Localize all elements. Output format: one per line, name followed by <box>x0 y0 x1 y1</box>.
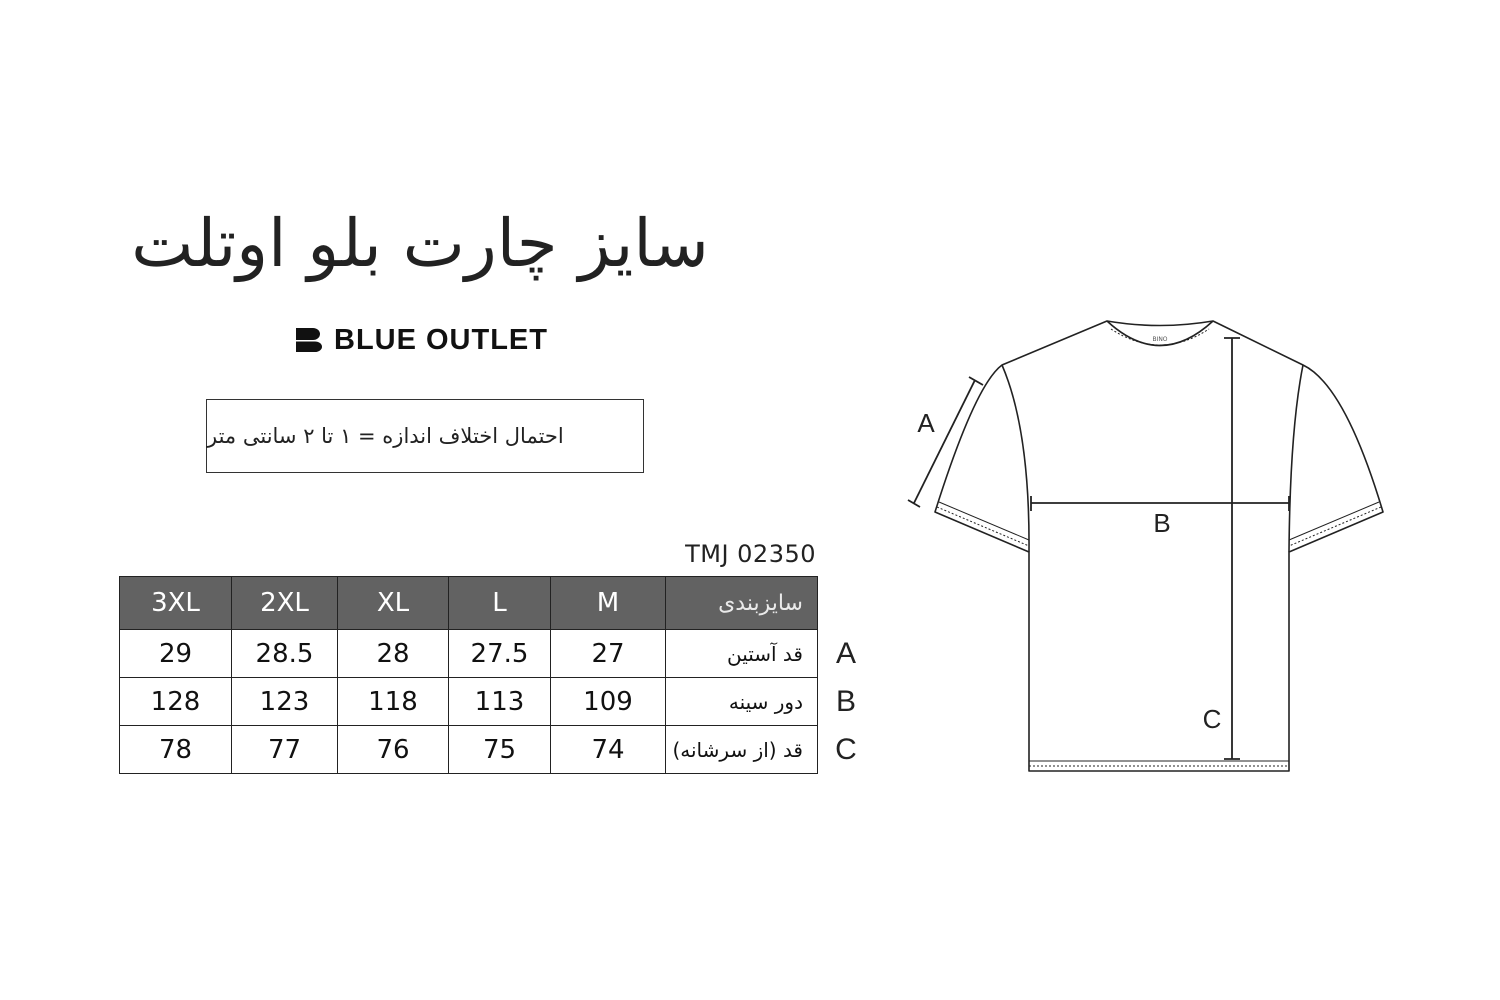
table-cell: 113 <box>449 678 551 726</box>
table-cell: 118 <box>338 678 449 726</box>
column-header: 3XL <box>120 577 232 630</box>
row-label: قد آستین <box>666 630 818 678</box>
brand-name: BLUE OUTLET <box>334 323 548 356</box>
measurement-lines <box>908 338 1289 759</box>
neck-tag-label: BINO <box>1152 336 1168 343</box>
table-cell: 77 <box>232 726 338 774</box>
row-header-label: سایزبندی <box>666 577 818 630</box>
measure-label-a: A <box>917 408 935 438</box>
measure-label-b: B <box>1153 508 1171 538</box>
table-cell: 109 <box>551 678 666 726</box>
row-letter-c: C <box>835 733 857 766</box>
table-row <box>120 726 818 774</box>
brand <box>296 318 548 362</box>
row-letter-a: A <box>835 637 856 670</box>
table-cell: 123 <box>232 678 338 726</box>
row-label: قد (از سرشانه) <box>666 726 818 774</box>
table-row <box>120 630 818 678</box>
table-header-row <box>120 577 818 630</box>
table-cell: 29 <box>120 630 232 678</box>
column-header: XL <box>338 577 449 630</box>
product-code: TMJ 02350 <box>685 540 816 568</box>
table-cell: 75 <box>449 726 551 774</box>
table-cell: 27.5 <box>449 630 551 678</box>
page-title: سایز چارت بلو اوتلت <box>131 205 709 282</box>
table-cell: 27 <box>551 630 666 678</box>
table-cell: 28.5 <box>232 630 338 678</box>
tshirt-outline-icon <box>890 300 1410 790</box>
column-header: 2XL <box>232 577 338 630</box>
table-cell: 128 <box>120 678 232 726</box>
table-cell: 74 <box>551 726 666 774</box>
table-cell: 78 <box>120 726 232 774</box>
size-tolerance-note: احتمال اختلاف اندازه = ۱ تا ۲ سانتی متر <box>206 399 644 473</box>
row-letter-b: B <box>835 685 856 718</box>
measure-label-c: C <box>1202 704 1222 734</box>
table-cell: 28 <box>338 630 449 678</box>
column-header: M <box>551 577 666 630</box>
row-label: دور سینه <box>666 678 818 726</box>
table-row <box>120 678 818 726</box>
size-table <box>119 576 818 774</box>
table-cell: 76 <box>338 726 449 774</box>
row-letters <box>826 630 866 774</box>
column-header: L <box>449 577 551 630</box>
brand-b-logo-icon <box>296 328 324 352</box>
